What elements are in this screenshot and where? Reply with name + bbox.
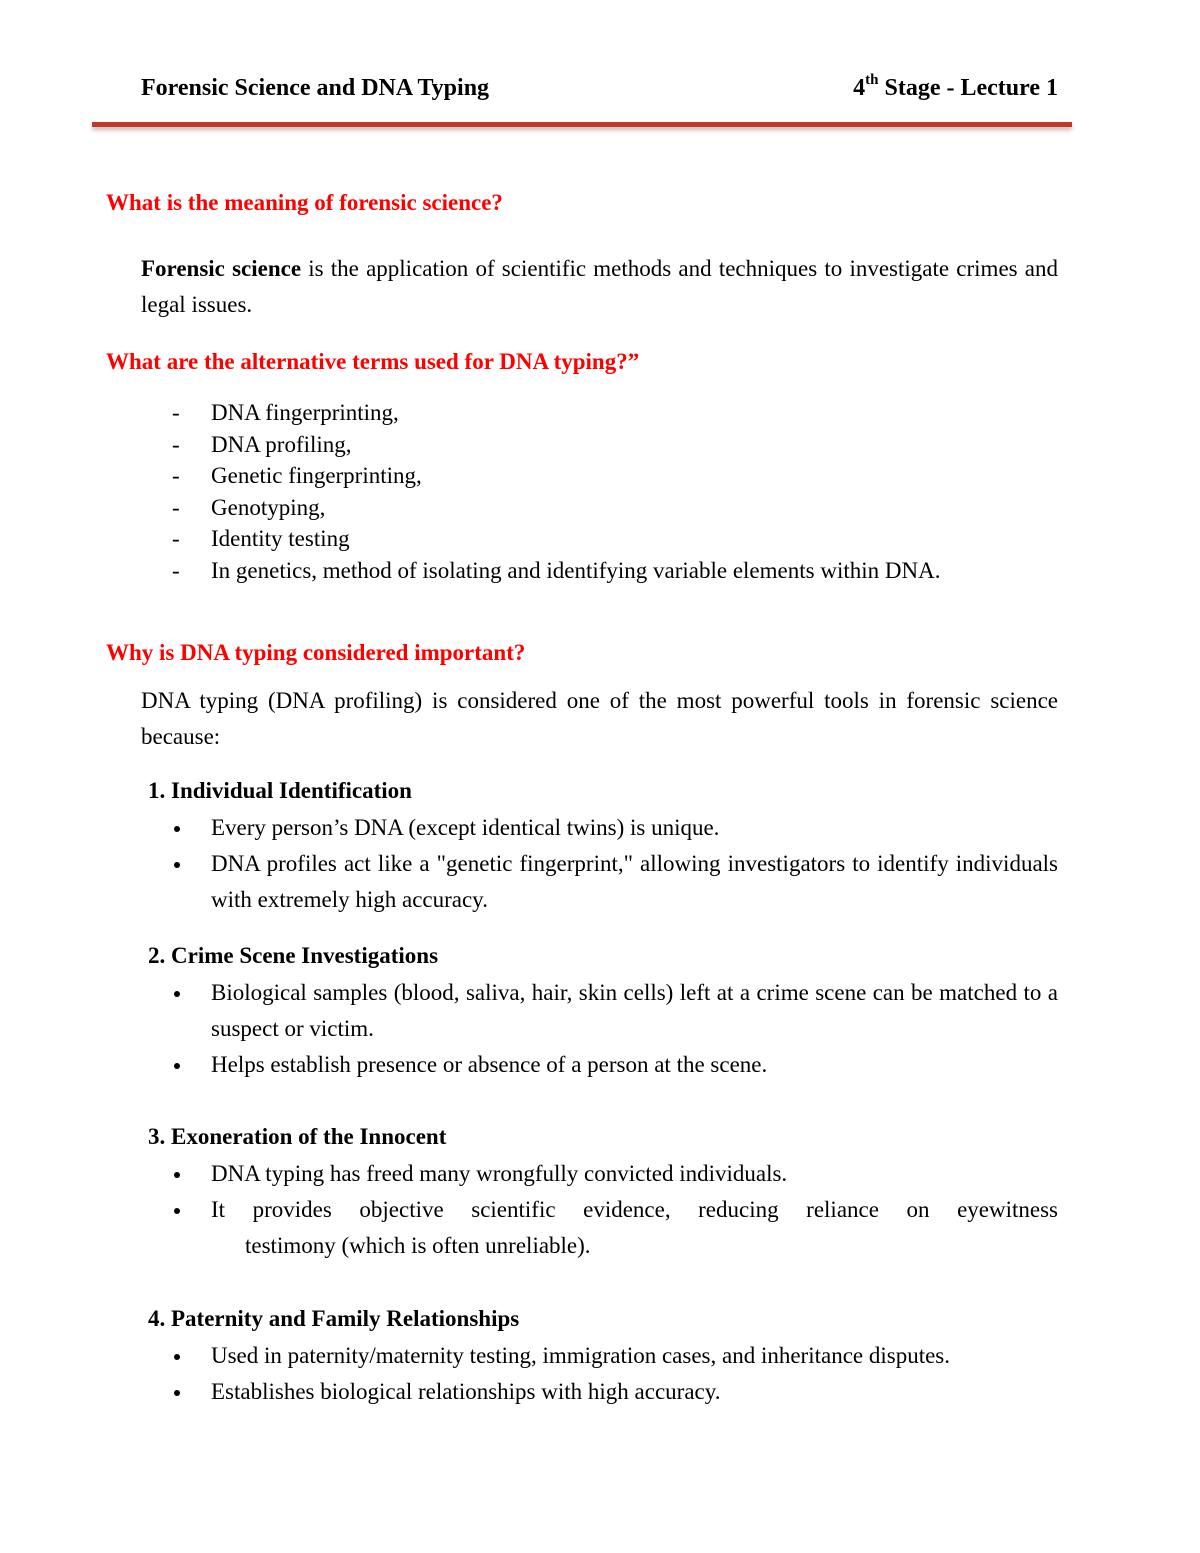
list-item [172, 555, 1058, 587]
list-item-text: Biological samples (blood, saliva, hair, skin cells) left at a crime scene can be matched to a suspect or victim. [211, 980, 1058, 1041]
bullet-dot [174, 1063, 180, 1069]
section-bullets-paternity [172, 1338, 1058, 1410]
bullet-dot [174, 826, 180, 832]
bullet-dot [174, 1172, 180, 1178]
list-item-text: In genetics, method of isolating and identifying variable elements within DNA. [211, 557, 941, 583]
list-item-text: DNA typing has freed many wrongfully convicted individuals. [211, 1161, 788, 1186]
list-item [172, 523, 1058, 555]
section-bullets-identification [172, 810, 1058, 918]
list-item [172, 492, 1058, 524]
bullet-dot [174, 1354, 180, 1360]
stage-number: 4 [853, 75, 866, 101]
list-item-text: Establishes biological relationships with high accuracy. [211, 1379, 721, 1404]
list-item [172, 1047, 1058, 1083]
section-heading-exoneration: 3. Exoneration of the Innocent [148, 1124, 447, 1149]
list-item-continuation [172, 1228, 1058, 1264]
header-rule [92, 122, 1072, 127]
list-item [172, 1156, 1058, 1192]
list-item-text: Used in paternity/maternity testing, immigration cases, and inheritance disputes. [211, 1343, 951, 1368]
importance-intro: DNA typing (DNA profiling) is considered one of the most powerful tools in forensic science because: [141, 688, 1058, 749]
section-bullets-crime-scene [172, 975, 1058, 1083]
bullet-dot [174, 1208, 180, 1214]
question-importance: Why is DNA typing considered important? [106, 640, 526, 665]
answer-forensic-meaning [141, 251, 1058, 323]
list-item-text: Genetic fingerprinting, [211, 463, 422, 488]
list-item [172, 975, 1058, 1047]
list-item-text: testimony (which is often unreliable). [245, 1233, 591, 1258]
stage-lecture-text: Stage - Lecture 1 [878, 75, 1058, 101]
list-item [172, 1338, 1058, 1374]
dash-marker: - [172, 557, 180, 583]
section-heading-identification: 1. Individual Identification [148, 778, 412, 803]
dash-marker: - [172, 431, 180, 457]
list-item [172, 1374, 1058, 1410]
dash-marker: - [172, 463, 180, 488]
list-item [172, 397, 1058, 429]
list-item [172, 810, 1058, 846]
list-item-text: Identity testing [211, 526, 350, 551]
dash-marker: - [172, 526, 180, 551]
answer-definition: is the application of scientific methods and techniques to investigate crimes and legal issues. [141, 256, 1058, 317]
header-title: Forensic Science and DNA Typing [141, 75, 490, 101]
dash-marker: - [172, 400, 180, 425]
bullet-dot [174, 862, 180, 868]
alternative-terms-list [172, 397, 1058, 586]
list-item-text: DNA profiling, [211, 431, 352, 457]
list-item [172, 429, 1058, 461]
dash-marker: - [172, 494, 180, 520]
list-item-text: DNA fingerprinting, [211, 400, 399, 425]
section-heading-crime-scene: 2. Crime Scene Investigations [148, 943, 439, 968]
list-item-text: DNA profiles act like a "genetic fingerprint," allowing investigators to identify individuals with extremely high accuracy. [211, 851, 1058, 912]
list-item [172, 1192, 1058, 1228]
list-item-text: Every person’s DNA (except identical twins) is unique. [211, 815, 720, 840]
list-item [172, 460, 1058, 492]
question-alternative-terms: What are the alternative terms used for DNA typing?” [106, 349, 640, 374]
answer-term-bold: Forensic science [141, 256, 302, 281]
bullet-dot [174, 1390, 180, 1396]
list-item [172, 846, 1058, 918]
list-item-text: Helps establish presence or absence of a person at the scene. [211, 1052, 768, 1077]
bullet-dot [174, 991, 180, 997]
section-bullets-exoneration [172, 1156, 1058, 1264]
list-item-text: Genotyping, [211, 494, 326, 520]
question-forensic-meaning: What is the meaning of forensic science? [106, 190, 503, 215]
list-item-text: It provides objective scientific evidence, reducing reliance on eyewitness [211, 1197, 1058, 1222]
section-heading-paternity: 4. Paternity and Family Relationships [148, 1306, 520, 1331]
header-stage-lecture [853, 72, 1058, 104]
stage-superscript: th [865, 72, 879, 88]
